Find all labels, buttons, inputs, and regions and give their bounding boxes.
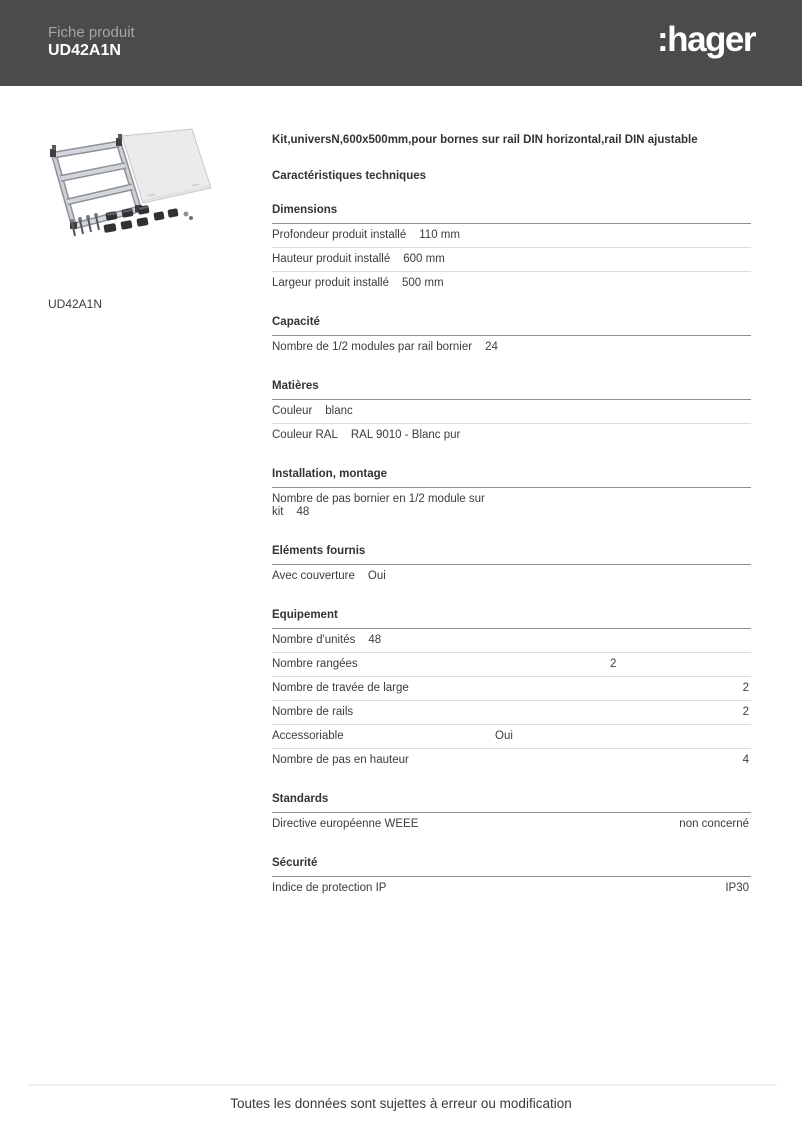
spec-value: 48 xyxy=(368,634,382,646)
spec-value: 48 xyxy=(296,506,310,518)
characteristics-heading: Caractéristiques techniques xyxy=(272,170,427,182)
spec-row xyxy=(272,272,751,295)
spec-value: RAL 9010 - Blanc pur xyxy=(350,429,461,441)
spec-rows xyxy=(272,336,751,359)
spec-row xyxy=(272,725,751,749)
spec-row xyxy=(272,877,751,900)
spec-value: 4 xyxy=(742,754,749,766)
spec-row xyxy=(272,813,751,836)
spec-rows xyxy=(272,400,751,447)
spec-label: Indice de protection IP xyxy=(272,882,387,894)
spec-rows xyxy=(272,877,751,900)
spec-label: Hauteur produit installé xyxy=(272,253,391,265)
section-title: Equipement xyxy=(272,608,751,629)
spec-label: Nombre de 1/2 modules par rail bornier xyxy=(272,341,473,353)
spec-row xyxy=(272,224,751,248)
spec-value: 24 xyxy=(485,341,498,353)
footer-disclaimer: Toutes les données sont sujettes à erreur ou modification xyxy=(230,1096,572,1111)
section-title: Standards xyxy=(272,792,751,813)
spec-section xyxy=(272,544,751,588)
spec-rows xyxy=(272,488,751,524)
spec-label: Nombre de rails xyxy=(272,706,354,718)
spec-row xyxy=(272,653,751,677)
spec-section xyxy=(272,792,751,836)
spec-label: Nombre de travée de large xyxy=(272,682,409,694)
spec-label: Profondeur produit installé xyxy=(272,229,407,241)
section-title: Dimensions xyxy=(272,203,751,224)
spec-label: Largeur produit installé xyxy=(272,277,389,289)
spec-value: 2 xyxy=(742,706,749,718)
spec-value: IP30 xyxy=(725,882,749,894)
spec-value: non concerné xyxy=(679,818,749,830)
doc-type-label: Fiche produit xyxy=(48,24,135,41)
spec-rows xyxy=(272,565,751,588)
footer-divider xyxy=(28,1084,777,1086)
spec-row xyxy=(272,424,751,447)
spec-value: Oui xyxy=(367,570,386,582)
spec-section xyxy=(272,608,751,772)
spec-row xyxy=(272,248,751,272)
spec-row xyxy=(272,629,751,653)
section-title: Eléments fournis xyxy=(272,544,751,565)
spec-row xyxy=(272,488,751,524)
spec-column xyxy=(272,133,751,900)
spec-label: Avec couverture xyxy=(272,570,355,582)
spec-label: Nombre de pas en hauteur xyxy=(272,754,409,766)
hager-logo: :hager xyxy=(657,20,755,59)
header-product-code: UD42A1N xyxy=(48,42,121,59)
spec-value: 600 mm xyxy=(403,253,445,265)
header-bar xyxy=(0,0,802,86)
spec-label: Nombre rangées xyxy=(272,658,358,670)
clip-icon xyxy=(103,205,178,233)
spec-section xyxy=(272,467,751,524)
bolt-icon xyxy=(184,212,194,221)
spec-row xyxy=(272,400,751,424)
spec-row xyxy=(272,749,751,772)
spec-label: Directive européenne WEEE xyxy=(272,818,419,830)
product-code-caption: UD42A1N xyxy=(48,297,103,311)
spec-row xyxy=(272,701,751,725)
spec-section xyxy=(272,315,751,359)
spec-label: Couleur RAL xyxy=(272,429,338,441)
spec-section xyxy=(272,203,751,295)
spec-label: Couleur xyxy=(272,405,313,417)
section-title: Sécurité xyxy=(272,856,751,877)
section-title: Capacité xyxy=(272,315,751,336)
spec-rows xyxy=(272,629,751,772)
spec-label: Nombre de pas bornier en 1/2 module sur kit xyxy=(272,493,485,518)
spec-section xyxy=(272,379,751,447)
spec-value: Oui xyxy=(495,730,513,742)
spec-value: 110 mm xyxy=(419,229,460,241)
product-title: Kit,universN,600x500mm,pour bornes sur rail DIN horizontal,rail DIN ajustable xyxy=(272,134,698,146)
spec-value: 2 xyxy=(610,658,617,670)
spec-value: 2 xyxy=(742,682,749,694)
spec-rows xyxy=(272,813,751,836)
mounting-accessories xyxy=(70,205,193,236)
spec-label: Accessoriable xyxy=(272,730,344,742)
spec-label: Nombre d'unités xyxy=(272,634,356,646)
product-image xyxy=(44,128,214,250)
section-title: Matières xyxy=(272,379,751,400)
spec-row xyxy=(272,677,751,701)
spec-row xyxy=(272,336,751,359)
spec-rows xyxy=(272,224,751,295)
spec-row xyxy=(272,565,751,588)
spec-value: 500 mm xyxy=(402,277,444,289)
spec-sections xyxy=(272,203,751,900)
section-title: Installation, montage xyxy=(272,467,751,488)
spec-section xyxy=(272,856,751,900)
spec-value: blanc xyxy=(325,405,353,417)
